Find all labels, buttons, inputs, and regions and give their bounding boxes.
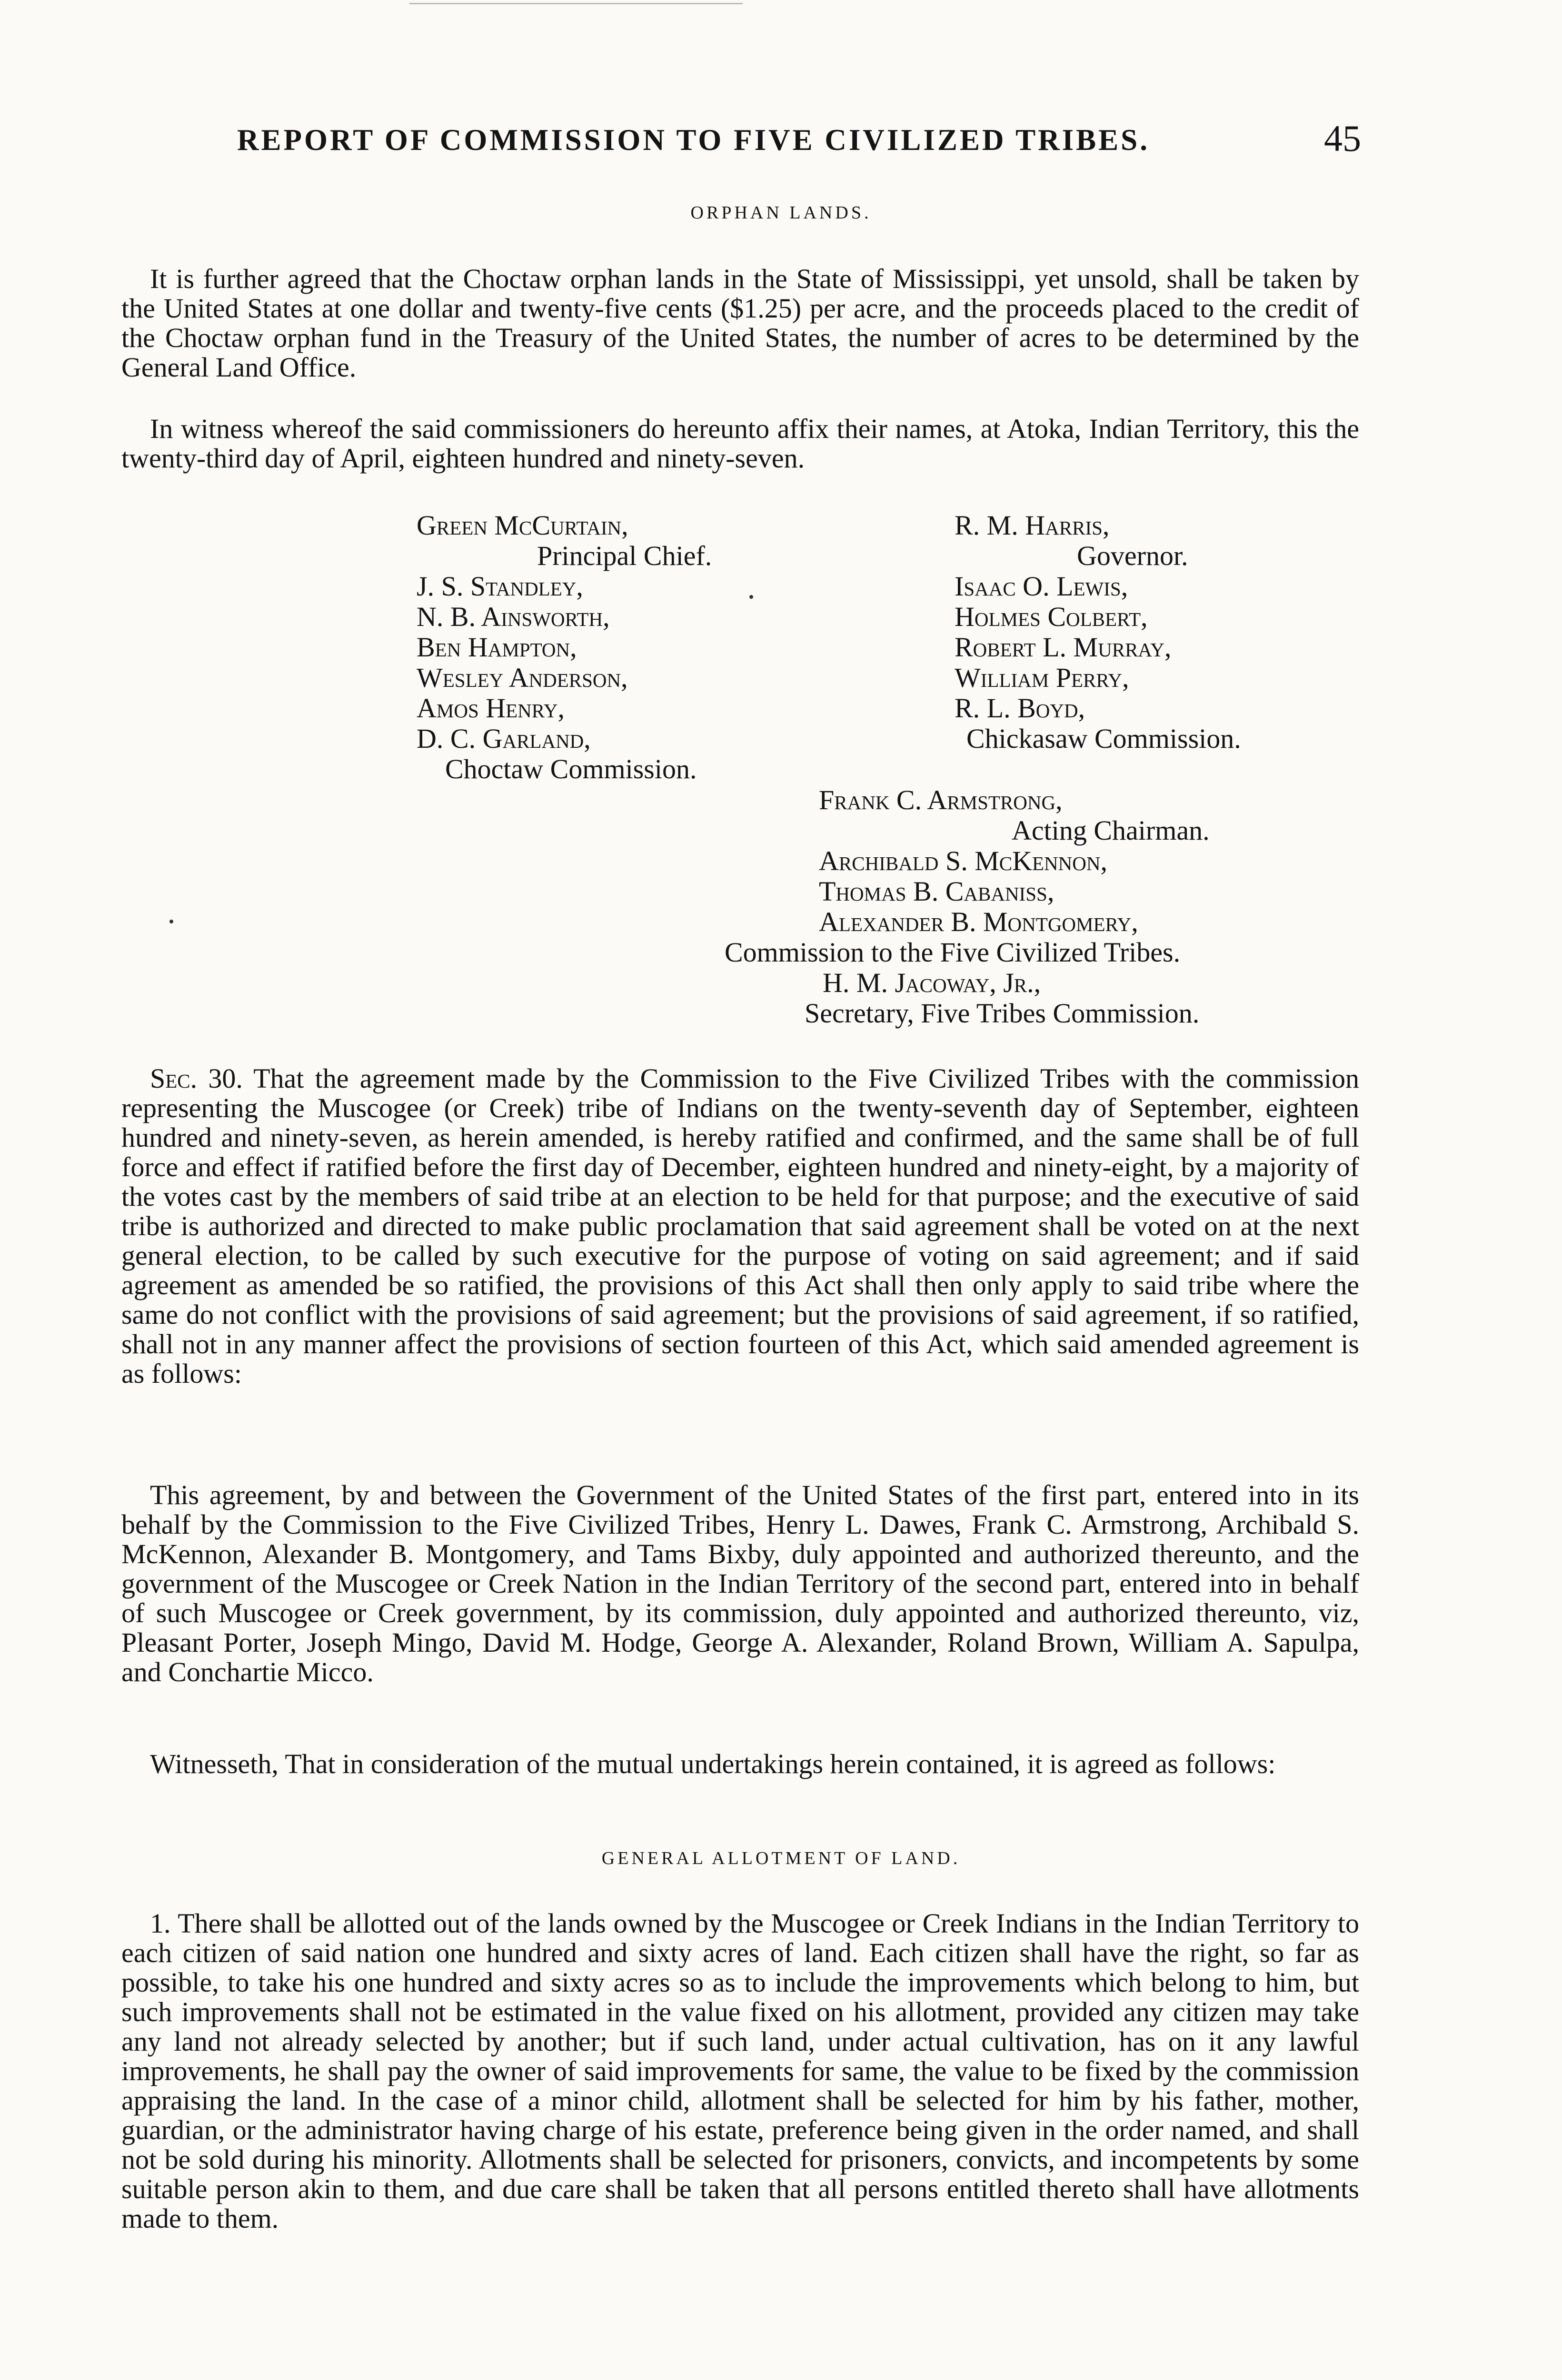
signature-anderson: Wesley Anderson, — [417, 662, 628, 693]
signature-federal-commission: Commission to the Five Civilized Tribes. — [725, 937, 1181, 968]
signature-perry: William Perry, — [955, 662, 1129, 693]
agreement-paragraph: This agreement, by and between the Government of the United States of the first part, entered into in its behalf by the Commission to the Five Civilized Tribes, Henry L. Dawes, Frank C. Armstrong, Archibald S. McKennon, Alexander B. Montgomery, and Tams Bixby, duly appointed and authorized thereunto, and the government of the Muscogee or Creek Nation in the Indian Territory of the second part, entered into in behalf of such Muscogee or Creek government, by its commission, duly appointed and authorized thereunto, viz, Pleasant Porter, Joseph Mingo, David M. Hodge, George A. Alexander, Roland Brown, William A. Sapulpa, and Conchartie Micco. — [121, 1479, 1359, 1687]
signature-hampton: Ben Hampton, — [417, 632, 577, 663]
witnesseth-paragraph: Witnesseth, That in consideration of the mutual undertakings herein contained, it is agreed as follows: — [150, 1748, 1276, 1779]
running-head: REPORT OF COMMISSION TO FIVE CIVILIZED TRIBES. — [237, 123, 1150, 157]
signature-armstrong: Frank C. Armstrong, — [819, 784, 1063, 815]
signature-lewis: Isaac O. Lewis, — [955, 571, 1128, 602]
signature-title-acting-chairman: Acting Chairman. — [1012, 815, 1210, 846]
page-number: 45 — [1324, 118, 1361, 159]
section-heading-general-allotment: GENERAL ALLOTMENT OF LAND. — [601, 1848, 961, 1868]
scan-edge-rule — [409, 3, 743, 4]
signature-mckennon: Archibald S. McKennon, — [819, 845, 1107, 876]
signature-title-governor: Governor. — [1077, 540, 1188, 571]
signature-henry: Amos Henry, — [417, 693, 565, 724]
signature-montgomery: Alexander B. Montgomery, — [819, 906, 1138, 937]
print-speck — [749, 595, 753, 599]
allotment-paragraph-1: 1. There shall be allotted out of the lands owned by the Muscogee or Creek Indians in the Indian Territory to each citizen of said nation one hundred and sixty acres of land. Each citizen shall have the right, so far as possible, to take his one hundred and sixty acres so as to include the improvements which belong to him, but such improvements shall not be estimated in the value fixed on his allotment, provided any citizen may take any land not already selected by another; but if such land, under actual cultivation, has on it any lawful improvements, he shall pay the owner of said improvements for same, the value to be fixed by the commission appraising the land. In the case of a minor child, allotment shall be selected for him by his father, mother, guardian, or the administrator having charge of his estate, preference being given in the order named, and shall not be sold during his minority. Allotments shall be selected for prisoners, convicts, and incompetents by some suitable person akin to them, and due care shall be taken that all persons entitled thereto shall have allotments made to them. — [121, 1908, 1359, 2234]
signature-cabaniss: Thomas B. Cabaniss, — [819, 876, 1055, 907]
signature-choctaw-commission: Choctaw Commission. — [445, 754, 697, 784]
signature-garland: D. C. Garland, — [417, 723, 591, 754]
orphan-lands-paragraph: It is further agreed that the Choctaw orphan lands in the State of Mississippi, yet unsold, shall be taken by the United States at one dollar and twenty-five cents ($1.25) per acre, and the proceeds placed to the credit of the Choctaw orphan fund in the Treasury of the United States, the number of acres to be determined by the General Land Office. — [121, 263, 1359, 383]
section-heading-orphan-lands: ORPHAN LANDS. — [690, 203, 872, 223]
signature-harris: R. M. Harris, — [955, 510, 1110, 541]
signature-green-mccurtain: Green McCurtain, — [417, 510, 628, 541]
signature-jacoway: H. M. Jacoway, Jr., — [823, 967, 1041, 998]
in-witness-paragraph: In witness whereof the said commissioners do hereunto affix their names, at Atoka, Indian Territory, this the twenty-third day of April, eighteen hundred and ninety-seven. — [121, 413, 1359, 474]
signature-title-principal-chief: Principal Chief. — [537, 540, 712, 571]
signature-boyd: R. L. Boyd, — [955, 693, 1085, 724]
signature-standley: J. S. Standley, — [417, 571, 583, 602]
signature-murray: Robert L. Murray, — [955, 632, 1172, 663]
signature-title-secretary: Secretary, Five Tribes Commission. — [805, 998, 1200, 1029]
print-speck — [169, 920, 173, 923]
signature-colbert: Holmes Colbert, — [955, 601, 1148, 632]
sec-30-label: Sec. 30. — [150, 1063, 243, 1094]
sec-30-paragraph — [121, 1064, 1359, 1388]
sec-30-text: That the agreement made by the Commission to the Five Civilized Tribes with the commission representing the Muscogee (or Creek) tribe of Indians on the twenty-seventh day of September, eighteen hundred and ninety-seven, as herein amended, is hereby ratified and confirmed, and the same shall be of full force and effect if ratified before the first day of December, eighteen hundred and ninety-eight, by a majority of the votes cast by the members of said tribe at an election to be held for that purpose; and the executive of said tribe is authorized and directed to make public proclamation that said agreement shall be voted on at the next general election, to be called by such executive for the purpose of voting on said agreement; and if said agreement as amended be so ratified, the provisions of this Act shall then only apply to said tribe where the same do not conflict with the provisions of said agreement; but the provisions of said agreement, if so ratified, shall not in any manner affect the provisions of section fourteen of this Act, which said amended agreement is as follows: — [121, 1063, 1359, 1389]
signature-chickasaw-commission: Chickasaw Commission. — [966, 723, 1241, 754]
signature-ainsworth: N. B. Ainsworth, — [417, 601, 610, 632]
